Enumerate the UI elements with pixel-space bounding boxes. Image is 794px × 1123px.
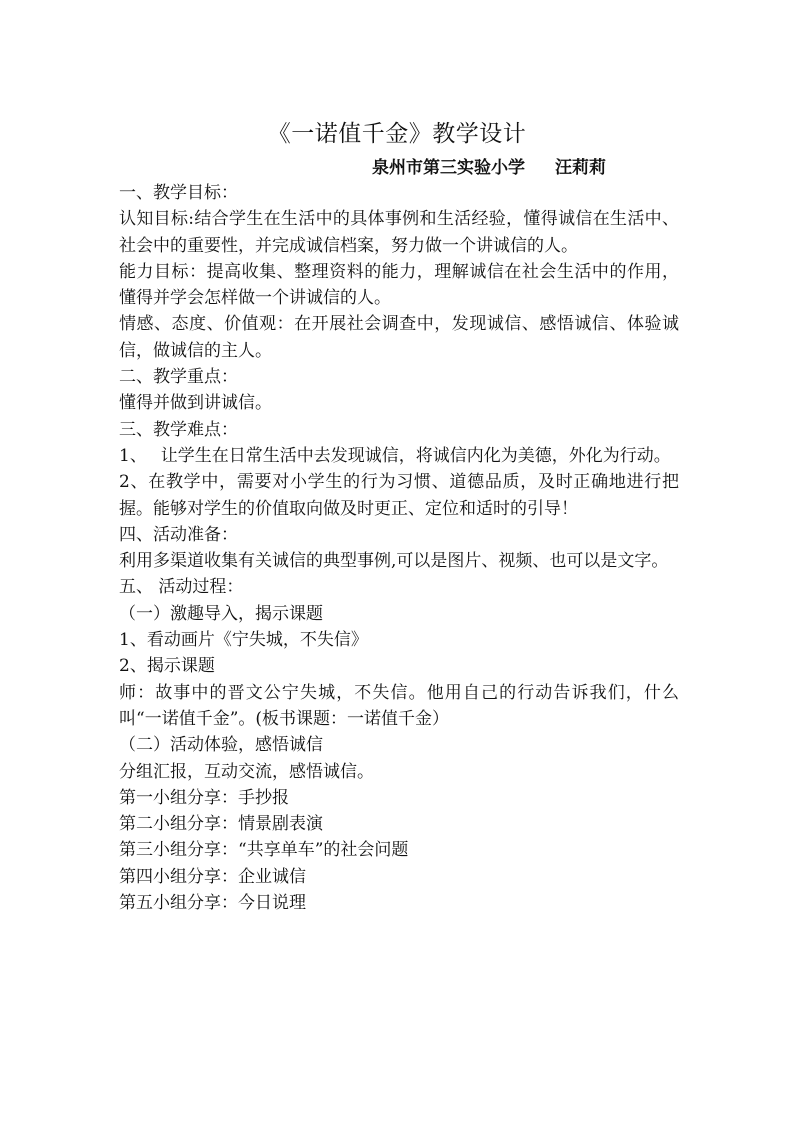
- list-item: 第三小组分享：“共享单车”的社会问题: [119, 840, 409, 861]
- paragraph: 懂得并做到讲诚信。: [119, 393, 272, 414]
- paragraph: 利用多渠道收集有关诚信的典型事例,可以是图片、视频、也可以是文字。: [119, 551, 669, 572]
- subheading: （二）活动体验，感悟诚信: [119, 735, 323, 756]
- paragraph: 情感、态度、价值观：在开展社会调查中，发现诚信、感悟诚信、体验诚信，做诚信的主人。: [119, 314, 679, 361]
- author-name: 汪莉莉: [555, 158, 606, 178]
- school-name: 泉州市第三实验小学: [372, 158, 525, 178]
- document-title: 《一诺值千金》教学设计: [267, 121, 527, 147]
- paragraph: 2、在教学中，需要对小学生的行为习惯、道德品质，及时正确地进行把握。能够对学生的价值取向做及时更正、定位和适时的引导！: [119, 472, 679, 519]
- paragraph: 1、 让学生在日常生活中去发现诚信，将诚信内化为美德，外化为行动。: [119, 445, 671, 466]
- paragraph: 师：故事中的晋文公宁失城，不失信。他用自己的行动告诉我们，什么叫“一诺值千金”。(板书课题：一诺值千金）: [119, 682, 679, 729]
- list-item: 第四小组分享：企业诚信: [119, 866, 306, 887]
- section-heading-process: 五、 活动过程：: [119, 577, 244, 598]
- subheading: （一）激趣导入，揭示课题: [119, 603, 323, 624]
- paragraph: 能力目标：提高收集、整理资料的能力，理解诚信在社会生活中的作用，懂得并学会怎样做一个讲诚信的人。: [119, 261, 679, 309]
- list-item: 第二小组分享：情景剧表演: [119, 814, 323, 835]
- list-item: 第一小组分享：手抄报: [119, 787, 289, 808]
- paragraph: 2、揭示课题: [119, 656, 215, 677]
- list-item: 第五小组分享：今日说理: [119, 893, 306, 914]
- author-line: [372, 156, 606, 180]
- paragraph: 认知目标:结合学生在生活中的具体事例和生活经验，懂得诚信在生活中、社会中的重要性，并完成诚信档案，努力做一个讲诚信的人。: [119, 209, 679, 256]
- paragraph: 1、看动画片《宁失城，不失信》: [119, 630, 368, 651]
- section-heading-preparation: 四、活动准备：: [119, 524, 238, 545]
- section-heading-difficulties: 三、教学难点：: [119, 419, 238, 440]
- section-heading-key-points: 二、教学重点：: [119, 367, 238, 388]
- paragraph: 分组汇报，互动交流，感悟诚信。: [119, 761, 374, 782]
- section-heading-goals: 一、教学目标：: [119, 183, 238, 203]
- document-body: [119, 180, 679, 916]
